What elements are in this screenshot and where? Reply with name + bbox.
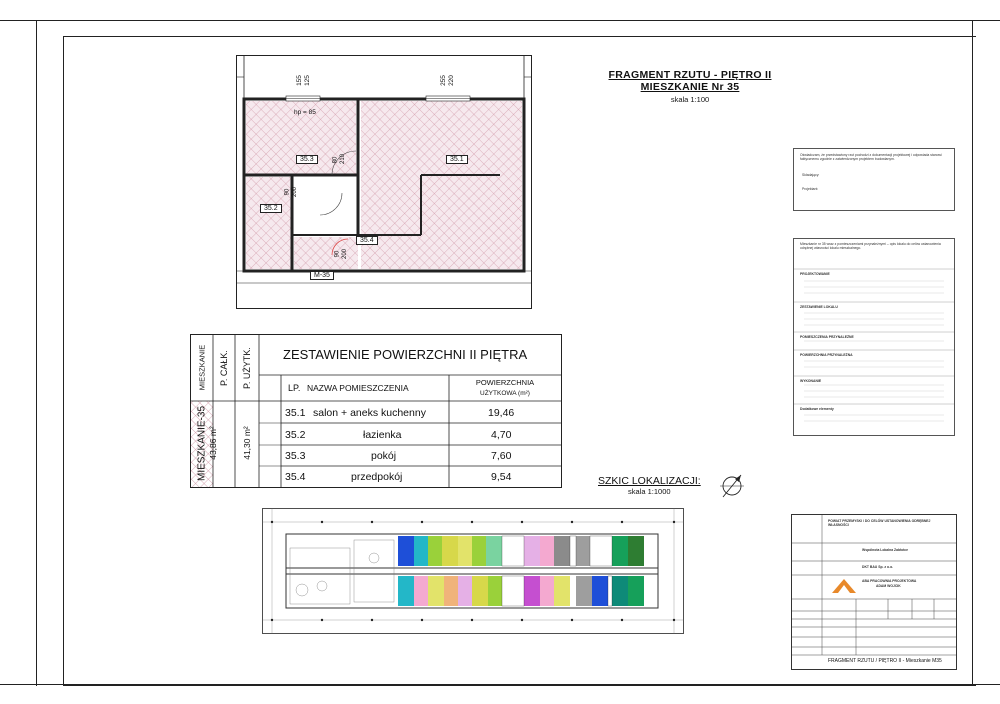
row-name: salon + aneks kuchenny <box>313 407 426 419</box>
title-stamp <box>791 514 957 670</box>
location-scale: skala 1:1000 <box>628 487 671 496</box>
row-name: łazienka <box>363 429 402 441</box>
header-pow-line1: POWIERZCHNIA <box>475 378 535 387</box>
row-area: 9,54 <box>491 471 512 483</box>
sheet-top-border <box>0 20 1000 21</box>
stamp-owner: DKT BAU Sp. z o.o. <box>862 565 894 569</box>
row-lp: 35.4 <box>285 471 306 483</box>
apartment-p-calk: 43,86 m² <box>208 426 218 460</box>
row-area: 19,46 <box>488 407 515 419</box>
statement-box: Oświadczam, że przedstawiony rzut pochodzi z dokumentacji projektowej i odpowiada stanowi faktycznemu zgodnie z zatwierdzonym projektem budowlanym. Składający: Projektant: <box>793 148 955 211</box>
row-area: 4,70 <box>491 429 512 441</box>
row-name: pokój <box>371 450 397 462</box>
room-label-35-4: 35.4 <box>356 236 378 245</box>
dim-label: 125 <box>303 75 311 86</box>
header-pow-line2: UŻYTKOWA (m²) <box>480 390 530 397</box>
stamp-company: ABA PRACOWNIA PROJEKTOWA <box>862 579 917 583</box>
row-lp: 35.1 <box>285 407 306 419</box>
dim-label: 90 <box>284 188 291 196</box>
row-name: przedpokój <box>351 471 403 483</box>
dim-label: 80 <box>332 156 339 164</box>
location-sketch <box>262 508 684 634</box>
dim-label: 220 <box>447 75 455 86</box>
stamp-investor: Wspólnota Lokalna Zabłotce <box>862 548 908 552</box>
room-35-1-fill <box>361 101 522 269</box>
description-box: Mieszkanie nr 35 wraz z pomieszczeniami przynależnymi – opis lokalu do celów ustanowienia odrębnej własności lokalu mieszkalnego. PROJEKTOWANIE ZESTAWIENIE LOKALU POMIESZCZENIA PRZYNALEŻNE POWIERZCHNIA PRZYNALEŻNA WYKONANIE Dodatkowe elementy <box>793 238 955 436</box>
description-box-lines <box>794 239 954 435</box>
apartment-tag: M-35 <box>310 271 334 280</box>
apartment-name: MIESZKANIE-35 <box>196 405 208 482</box>
floor-plan-drawing <box>236 55 532 309</box>
dim-label: 200 <box>342 248 349 260</box>
dim-label: 210 <box>340 153 347 165</box>
table-title: ZESTAWIENIE POWIERZCHNI II PIĘTRA <box>283 347 528 362</box>
header-pow <box>449 378 561 397</box>
apartment-p-uzytk: 41,30 m² <box>242 426 252 460</box>
building-plan <box>262 508 684 634</box>
row-lp: 35.2 <box>285 429 306 441</box>
floor-plan <box>236 55 532 309</box>
stamp-company-sub: ADAM WOJCIK <box>876 584 901 588</box>
header-lp: LP. <box>288 383 301 393</box>
header-nazwa: NAZWA POMIESZCZENIA <box>307 383 409 393</box>
header-mieszkanie: MIESZKANIE <box>197 344 207 391</box>
header-p-uzytk: P. UŻYTK. <box>242 347 252 389</box>
location-title: SZKIC LOKALIZACJI: <box>598 475 701 487</box>
plan-scale: skala 1:100 <box>670 95 710 104</box>
hp-label: hp = 85 <box>294 109 316 116</box>
room-35-4-fill <box>294 237 358 269</box>
plan-title <box>590 69 790 93</box>
room-label-35-1: 35.1 <box>446 155 468 164</box>
dim-label: 255 <box>439 75 447 86</box>
area-summary-table <box>190 334 562 488</box>
room-label-35-3: 35.3 <box>296 155 318 164</box>
plan-title-line1: FRAGMENT RZUTU - PIĘTRO II <box>608 69 772 81</box>
room-label-35-2: 35.2 <box>260 204 282 213</box>
stamp-kind: POWIAT PRZEMYSKI / DO CELÓW USTANOWIENIA ODRĘBNEJ WŁASNOŚCI <box>828 519 931 528</box>
north-arrow-icon <box>719 473 745 499</box>
row-area: 7,60 <box>491 450 512 462</box>
dim-label: 155 <box>295 75 303 86</box>
dim-label: 90 <box>334 250 341 258</box>
sheet-left-border <box>36 20 37 686</box>
plan-title-line2: MIESZKANIE Nr 35 <box>640 81 740 93</box>
stamp-footer: FRAGMENT RZUTU / PIĘTRO II - Mieszkanie M35 <box>828 658 942 664</box>
row-lp: 35.3 <box>285 450 306 462</box>
header-p-calk: P. CAŁK. <box>219 350 229 386</box>
stamp-grid <box>792 515 956 669</box>
dim-label: 200 <box>292 186 299 198</box>
